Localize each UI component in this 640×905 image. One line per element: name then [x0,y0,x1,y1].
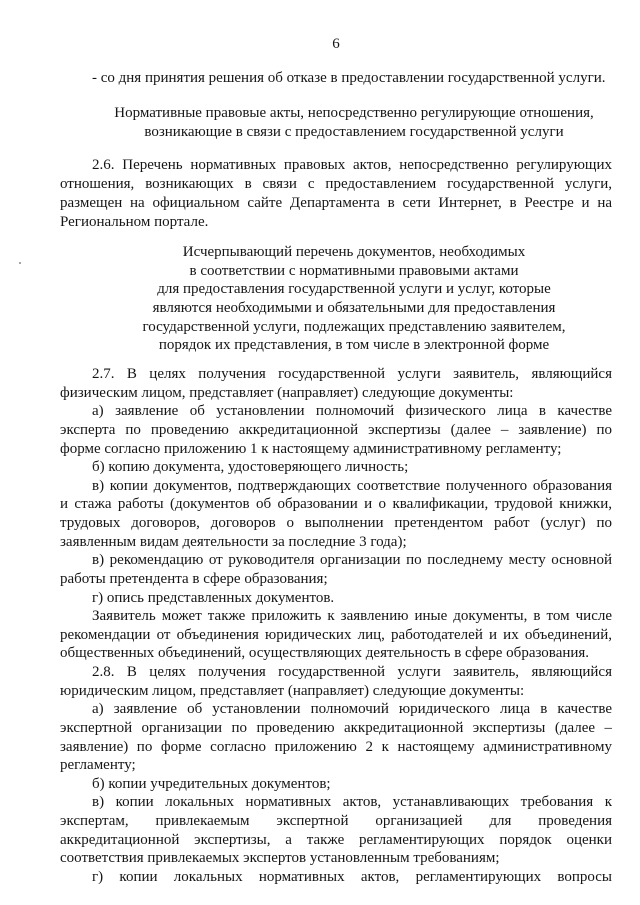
text-line: 2.6. Перечень нормативных правовых актов, непосредственно регулирующих [92,157,612,173]
page-number: 6 [332,36,340,52]
paragraph-refusal-date [60,69,612,88]
text-line: рекомендации от объединения юридических лиц, работодателей и их объединений, [60,626,612,643]
text-line: а) заявление об установлении полномочий юридического лица в качестве [92,701,612,718]
text-line: государственной услуги, подлежащих представлению заявителем, [142,318,566,335]
text-line: отношения, возникающих в связи с предоставлением государственной услуги, [60,176,612,192]
text-line: порядок их представления, в том числе в электронной форме [158,337,550,354]
text-line: физическим лицом, представляет (направляет) следующие документы: [60,384,514,401]
text-line: экспертной организации по проведению аккредитационной экспертизы (далее – [60,719,612,736]
text-line: размещен на официальном сайте Департамента в сети Интернет, в Реестре и на [60,195,612,211]
text-line: Региональном портале. [60,214,209,230]
text-line: Исчерпывающий перечень документов, необходимых [182,244,526,260]
text-line: г) копии локальных нормативных актов, регламентирующих вопросы [92,868,612,885]
text-line: являются необходимыми и обязательными для предоставления [152,299,556,316]
paragraph-2-7-v [60,477,612,552]
paragraph-2-8-a [60,700,612,775]
text-line: г) опись представленных документов. [92,589,335,606]
text-line: соответствия привлекаемых экспертов установленным требованиям; [60,850,500,867]
text-line: юридическим лицом, представляет (направляет) следующие документы: [60,682,525,699]
paragraph-2-7-a [60,402,612,458]
text-line: трудовых договоров, договоров о выполнении претендентом работ (услуг) по [60,515,612,531]
text-line: в соответствии с нормативными правовыми актами [189,262,519,279]
text-line: форме согласно приложению 1 к настоящему административному регламенту; [60,440,562,457]
heading-normative-acts [96,104,612,141]
text-line: экспертам, привлекаемым экспертной организацией для проведения [60,813,612,829]
text-line: и стажа работы (документов об образовании и о квалификации, трудовой книжки, [60,496,612,513]
paragraph-2-7-g [60,589,612,608]
text-line: заявленным видам деятельности за последние 3 года); [60,533,407,550]
text-line: в) копии документов, подтверждающих соответствие полученного образования [92,477,612,494]
paragraph-2-7-b [60,458,612,477]
text-line: работы претендента в сфере образования; [60,570,328,587]
text-line: эксперта по проведению аккредитационной экспертизы (далее – заявление) по [60,421,612,438]
text-line: возникающие в связи с предоставлением государственной услуги [144,123,564,140]
paragraph-2-7 [60,365,612,402]
paragraph-2-8-g [60,868,612,887]
main-text [60,365,612,887]
text-line: в) рекомендацию от руководителя организации по последнему месту основной [92,552,612,569]
text-line: Нормативные правовые акты, непосредственно регулирующие отношения, [114,105,594,121]
text-line: аккредитационной экспертизы, а также регламентирующих порядок оценки [60,831,612,848]
text-line: 2.8. В целях получения государственной услуги заявитель, являющийся [92,664,612,680]
text-line: 2.7. В целях получения государственной услуги заявитель, являющийся [92,366,612,382]
text-line: а) заявление об установлении полномочий физического лица в качестве [92,403,612,420]
heading-documents-list [96,243,612,355]
paragraph-2-8-v [60,793,612,868]
text-line: для предоставления государственной услуги и услуг, которые [157,281,551,298]
paragraph-2-7-v-recommendation [60,551,612,588]
text-line: заявление) по форме согласно приложению 2 к настоящему административному [60,738,612,755]
paragraph-2-8-b [60,775,612,794]
text-line: регламенту; [60,757,136,774]
paragraph-2-8 [60,663,612,700]
text-line: в) копии локальных нормативных актов, устанавливающих требования к [92,794,612,811]
text-line: б) копию документа, удостоверяющего личность; [92,459,409,476]
paragraph-additional-documents [60,607,612,663]
text-line: - со дня принятия решения об отказе в предоставлении государственной услуги. [92,70,606,86]
scan-speck [19,262,21,264]
text-line: общественных объединений, осуществляющих деятельность в сфере образования. [60,645,590,662]
paragraph-2-6 [60,156,612,232]
text-line: б) копии учредительных документов; [92,775,331,792]
text-line: Заявитель может также приложить к заявлению иные документы, в том числе [92,608,612,625]
